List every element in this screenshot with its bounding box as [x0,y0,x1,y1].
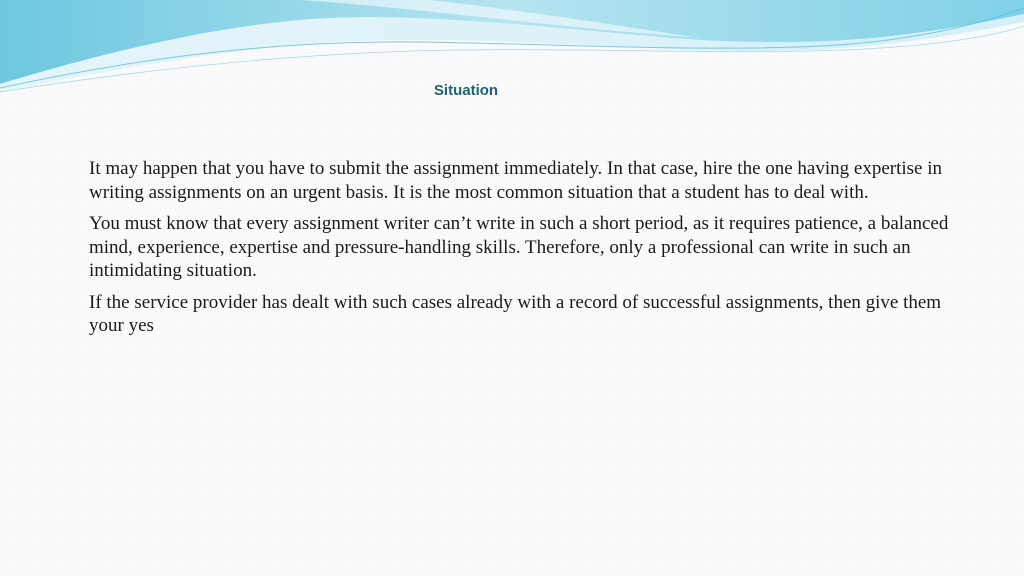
paragraph-3: If the service provider has dealt with such cases already with a record of successful assignments, then give them your yes [89,291,942,336]
slide-title: Situation [433,82,499,99]
paragraph-2: You must know that every assignment writer can’t write in such a short period, as it requires patience, a balanced mind, experience, expertise and pressure-handling skills. Therefore, only a professional can write in such an intimidating situation. [89,213,949,281]
paragraph-1: It may happen that you have to submit the assignment immediately. In that case, hire the one having expertise in writing assignments on an urgent basis. It is the most common situation that a student has to deal with. [89,158,943,203]
slide-body [89,157,969,346]
